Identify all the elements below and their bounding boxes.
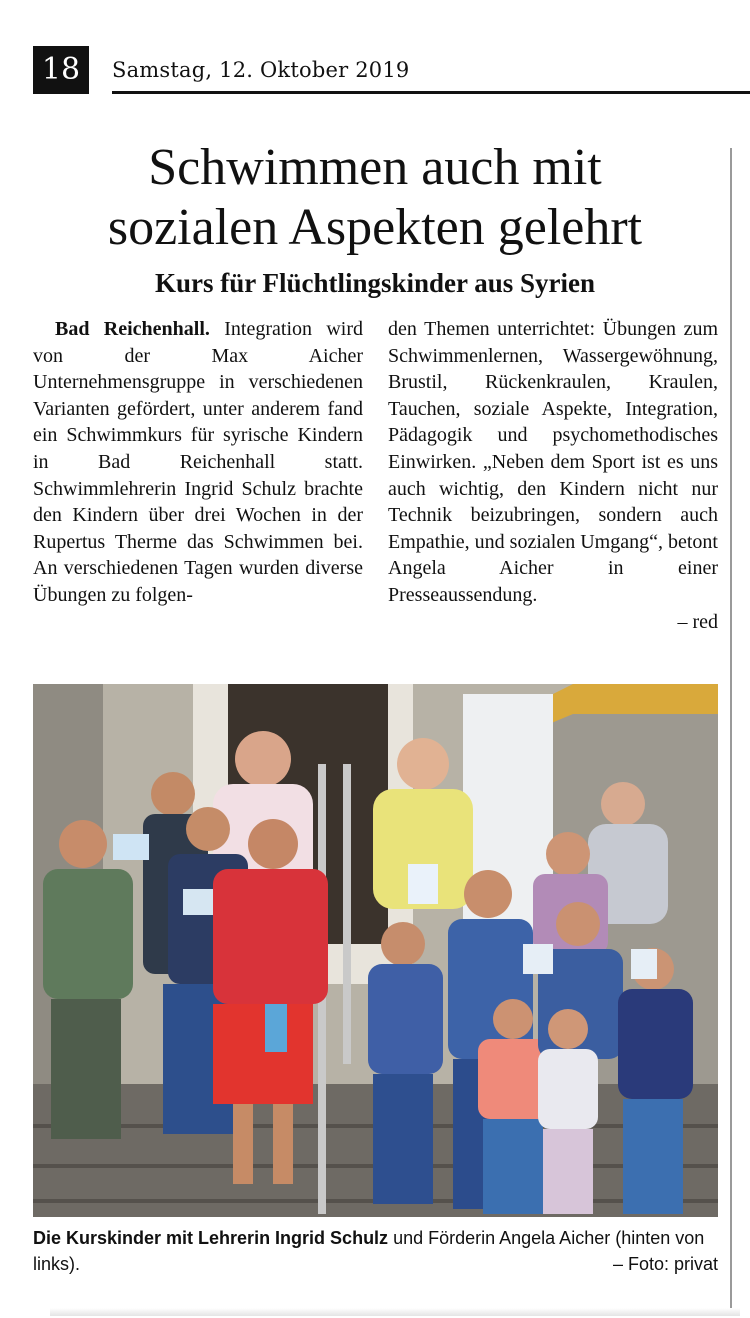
article-subheadline: Kurs für Flüchtlingskinder aus Syrien bbox=[154, 268, 596, 298]
author-credit: – red bbox=[677, 610, 718, 633]
child-head bbox=[59, 820, 107, 868]
sponsor-head bbox=[397, 738, 449, 790]
article-column-right bbox=[388, 316, 718, 635]
headline-line-2: sozialen Aspekten gelehrt bbox=[107, 199, 643, 256]
headline-line-1: Schwimmen auch mit bbox=[148, 139, 602, 196]
child-body bbox=[43, 869, 133, 999]
photo-caption bbox=[33, 1225, 718, 1277]
header-rule bbox=[112, 91, 750, 94]
page-bottom-edge bbox=[50, 1308, 740, 1316]
article-column-left bbox=[33, 316, 363, 609]
body-text-right: den Themen unterrichtet: Übungen zum Schwimmenlernen, Wassergewöhnung, Brustil, Rückenkraulen, Kraulen, Tauchen, soziale Aspekte, Integration, Pädagogik und psychomethodisches Einwirken. „Neben dem Sport ist es uns auch wichtig, den Kindern nicht nur Technik beizubringen, sondern auch Empathie, und sozialen Umgang“, betont Angela Aicher in einer Presseaussendung. bbox=[388, 318, 718, 606]
group-photo-illustration bbox=[33, 684, 718, 1217]
caption-bold: Die Kurskinder mit Lehrerin Ingrid Schulz bbox=[33, 1228, 389, 1248]
red-shirt bbox=[213, 869, 328, 1004]
body-text-left: Integration wird von der Max Aicher Unternehmensgruppe in verschiedenen Varianten gefördert, unter anderem fand ein Schwimmkurs für syrische Kindern in Bad Reichenhall statt. Schwimmlehrerin Ingrid Schulz brachte den Kindern über drei Wochen in der Rupertus Therme das Schwimmen bei. An verschiedenen Tagen wurden diverse Übungen zu folgen- bbox=[33, 318, 364, 606]
photo-credit: – Foto: privat bbox=[612, 1254, 718, 1274]
article-headline bbox=[30, 138, 720, 258]
caption-text: und Förderin Angela Aicher (hinten von links). bbox=[33, 1228, 705, 1274]
page-number: 18 bbox=[33, 46, 89, 94]
teacher-head bbox=[235, 731, 291, 787]
issue-date: Samstag, 12. Oktober 2019 bbox=[112, 58, 410, 82]
dateline: Bad Reichenhall. bbox=[55, 318, 210, 340]
column-rule bbox=[730, 148, 732, 1310]
group-photo bbox=[33, 684, 718, 1217]
